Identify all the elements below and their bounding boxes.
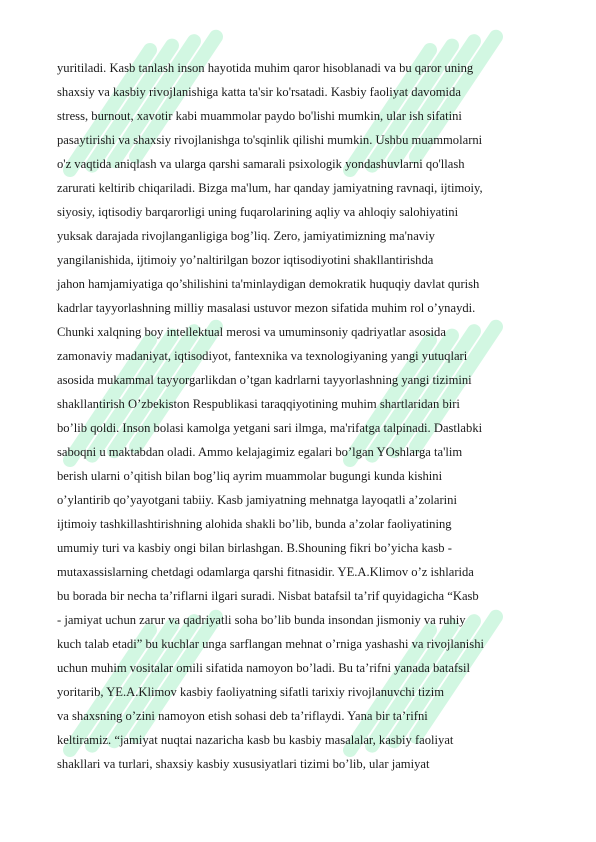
text-line: shaxsiy va kasbiy rivojlanishiga katta ta'sir ko'rsatadi. Kasbiy faoliyat davomida <box>57 85 461 99</box>
text-line: yuritiladi. Kasb tanlash inson hayotida muhim qaror hisoblanadi va bu qaror uning <box>57 61 474 75</box>
text-line: yangilanishida, ijtimoiy yo’naltirilgan bozor iqtisodiyotini shakllantirishda <box>57 253 434 267</box>
text-line: keltiramiz. “jamiyat nuqtai nazaricha kasb bu kasbiy masalalar, kasbiy faoliyat <box>57 733 454 747</box>
text-line: va shaxsning o’zini namoyon etish sohasi deb ta’riflaydi. Yana bir ta’rifni <box>57 709 428 723</box>
text-line: berish ularni o’qitish bilan bog’liq ayrim muammolar bugungi kunda kishini <box>57 469 443 483</box>
text-line: bo’lib qoldi. Inson bolasi kamolga yetgani sari ilmga, ma'rifatga talpinadi. Dastlabki <box>57 421 483 435</box>
text-line: jahon hamjamiyatiga qo’shilishini ta'minlaydigan demokratik huquqiy davlat qurish <box>57 277 480 291</box>
text-line: pasaytirishi va shaxsiy rivojlanishga to'sqinlik qilishi mumkin. Ushbu muammolarni <box>57 133 483 147</box>
text-line: zamonaviy madaniyat, iqtisodiyot, fantexnika va texnologiyaning yangi yutuqlari <box>57 349 468 363</box>
text-line: o’ylantirib qo’yayotgani tabiiy. Kasb jamiyatning mehnatga layoqatli a’zolarini <box>57 493 457 507</box>
text-line: yoritarib, YE.A.Klimov kasbiy faoliyatning sifatli tarixiy rivojlanuvchi tizim <box>57 685 445 699</box>
text-line: siyosiy, iqtisodiy barqarorligi uning fuqarolarining aqliy va ahloqiy salohiyatini <box>57 205 459 219</box>
text-line: kuch talab etadi” bu kuchlar unga sarflangan mehnat o’rniga yashashi va rivojlanishi <box>57 637 484 651</box>
text-line: zarurati keltirib chiqariladi. Bizga ma'lum, har qanday jamiyatning ravnaqi, ijtimoiy, <box>57 181 483 195</box>
text-line: yuksak darajada rivojlanganligiga bog’liq. Zero, jamiyatimizning ma'naviy <box>57 229 435 243</box>
text-line: Chunki xalqning boy intellektual merosi va umuminsoniy qadriyatlar asosida <box>57 325 446 339</box>
text-line: bu borada bir necha ta’riflarni ilgari suradi. Nisbat batafsil ta’rif quyidagicha “Kasb <box>57 589 479 603</box>
text-line: shakllantirish O’zbekiston Respublikasi taraqqiyotining muhim shartlaridan biri <box>57 397 460 411</box>
text-line: shakllari va turlari, shaxsiy kasbiy xususiyatlari tizimi bo’lib, ular jamiyat <box>57 757 430 771</box>
text-line: - jamiyat uchun zarur va qadriyatli soha bo’lib bunda insondan jismoniy va ruhiy <box>57 613 466 627</box>
text-line: stress, burnout, xavotir kabi muammolar paydo bo'lishi mumkin, ular ish sifatini <box>57 109 462 123</box>
text-line: o'z vaqtida aniqlash va ularga qarshi samarali psixologik yondashuvlarni qo'llash <box>57 157 465 171</box>
text-line: uchun muhim vositalar omili sifatida namoyon bo’ladi. Bu ta’rifni yanada batafsil <box>57 661 471 675</box>
text-line: ijtimoiy tashkillashtirishning alohida shakli bo’lib, bunda a’zolar faoliyatining <box>57 517 452 531</box>
text-line: kadrlar tayyorlashning milliy masalasi ustuvor mezon sifatida muhim rol o’ynaydi. <box>57 301 476 315</box>
text-line: umumiy turi va kasbiy ongi bilan birlashgan. B.Shouning fikri bo’yicha kasb - <box>57 541 452 555</box>
text-line: asosida mukammal tayyorgarlikdan o’tgan kadrlarni tayyorlashning yangi tizimini <box>57 373 472 387</box>
text-line: saboqni u maktabdan oladi. Ammo kelajagimiz egalari bo’lgan YOshlarga ta'lim <box>57 445 463 459</box>
text-line: mutaxassislarning chetdagi odamlarga qarshi fitnasidir. YE.A.Klimov o’z ishlarida <box>57 565 474 579</box>
